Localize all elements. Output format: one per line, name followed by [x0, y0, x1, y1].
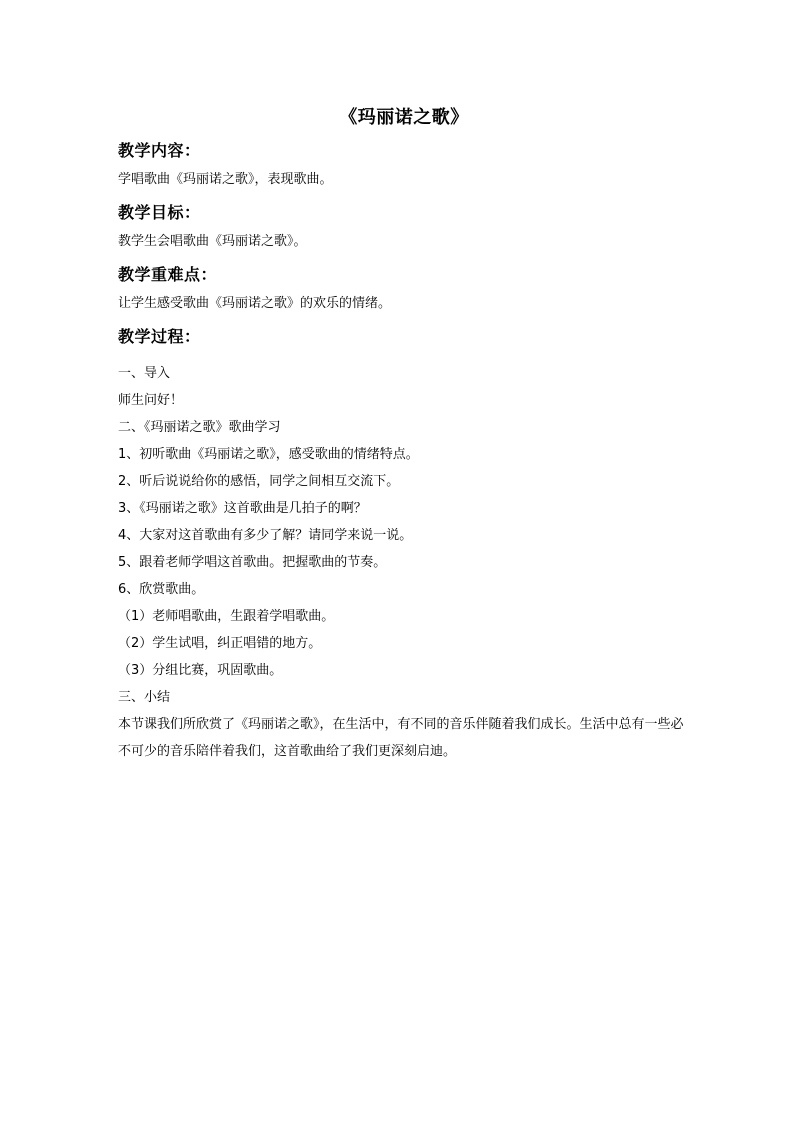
summary-paragraph: 本节课我们所欣赏了《玛丽诺之歌》，在生活中，有不同的音乐伴随着我们成长。生活中总有一些必不可少的音乐陪伴着我们，这首歌曲给了我们更深刻启迪。	[118, 717, 684, 759]
document-body	[118, 104, 690, 765]
process-line: 5、跟着老师学唱这首歌曲。把握歌曲的节奏。	[118, 555, 387, 570]
process-line: （2）学生试唱，纠正唱错的地方。	[118, 636, 322, 651]
heading-teaching-content: 教学内容：	[118, 141, 201, 160]
text-teaching-content: 学唱歌曲《玛丽诺之歌》，表现歌曲。	[118, 172, 333, 187]
text-key-points: 让学生感受歌曲《玛丽诺之歌》的欢乐的情绪。	[118, 296, 392, 311]
process-line: （3）分组比赛，巩固歌曲。	[118, 663, 283, 678]
heading-teaching-process: 教学过程：	[118, 327, 201, 346]
process-line: 1、初听歌曲《玛丽诺之歌》，感受歌曲的情绪特点。	[118, 447, 419, 462]
heading-key-points: 教学重难点：	[118, 265, 218, 284]
process-line: 2、听后说说给你的感悟，同学之间相互交流下。	[118, 474, 400, 489]
process-line: 师生问好！	[118, 393, 184, 408]
text-teaching-goal: 教学生会唱歌曲《玛丽诺之歌》。	[118, 234, 307, 249]
process-line: 二、《玛丽诺之歌》歌曲学习	[118, 420, 281, 435]
process-line: 4、大家对这首歌曲有多少了解？请同学来说一说。	[118, 528, 413, 543]
document-title: 《玛丽诺之歌》	[339, 107, 469, 128]
process-line: 6、欣赏歌曲。	[118, 582, 205, 597]
process-line: 一、导入	[118, 366, 171, 381]
process-line: 3、《玛丽诺之歌》这首歌曲是几拍子的啊？	[118, 501, 367, 516]
process-line: （1）老师唱歌曲，生跟着学唱歌曲。	[118, 609, 335, 624]
heading-teaching-goal: 教学目标：	[118, 203, 201, 222]
process-line: 三、小结	[118, 690, 171, 705]
